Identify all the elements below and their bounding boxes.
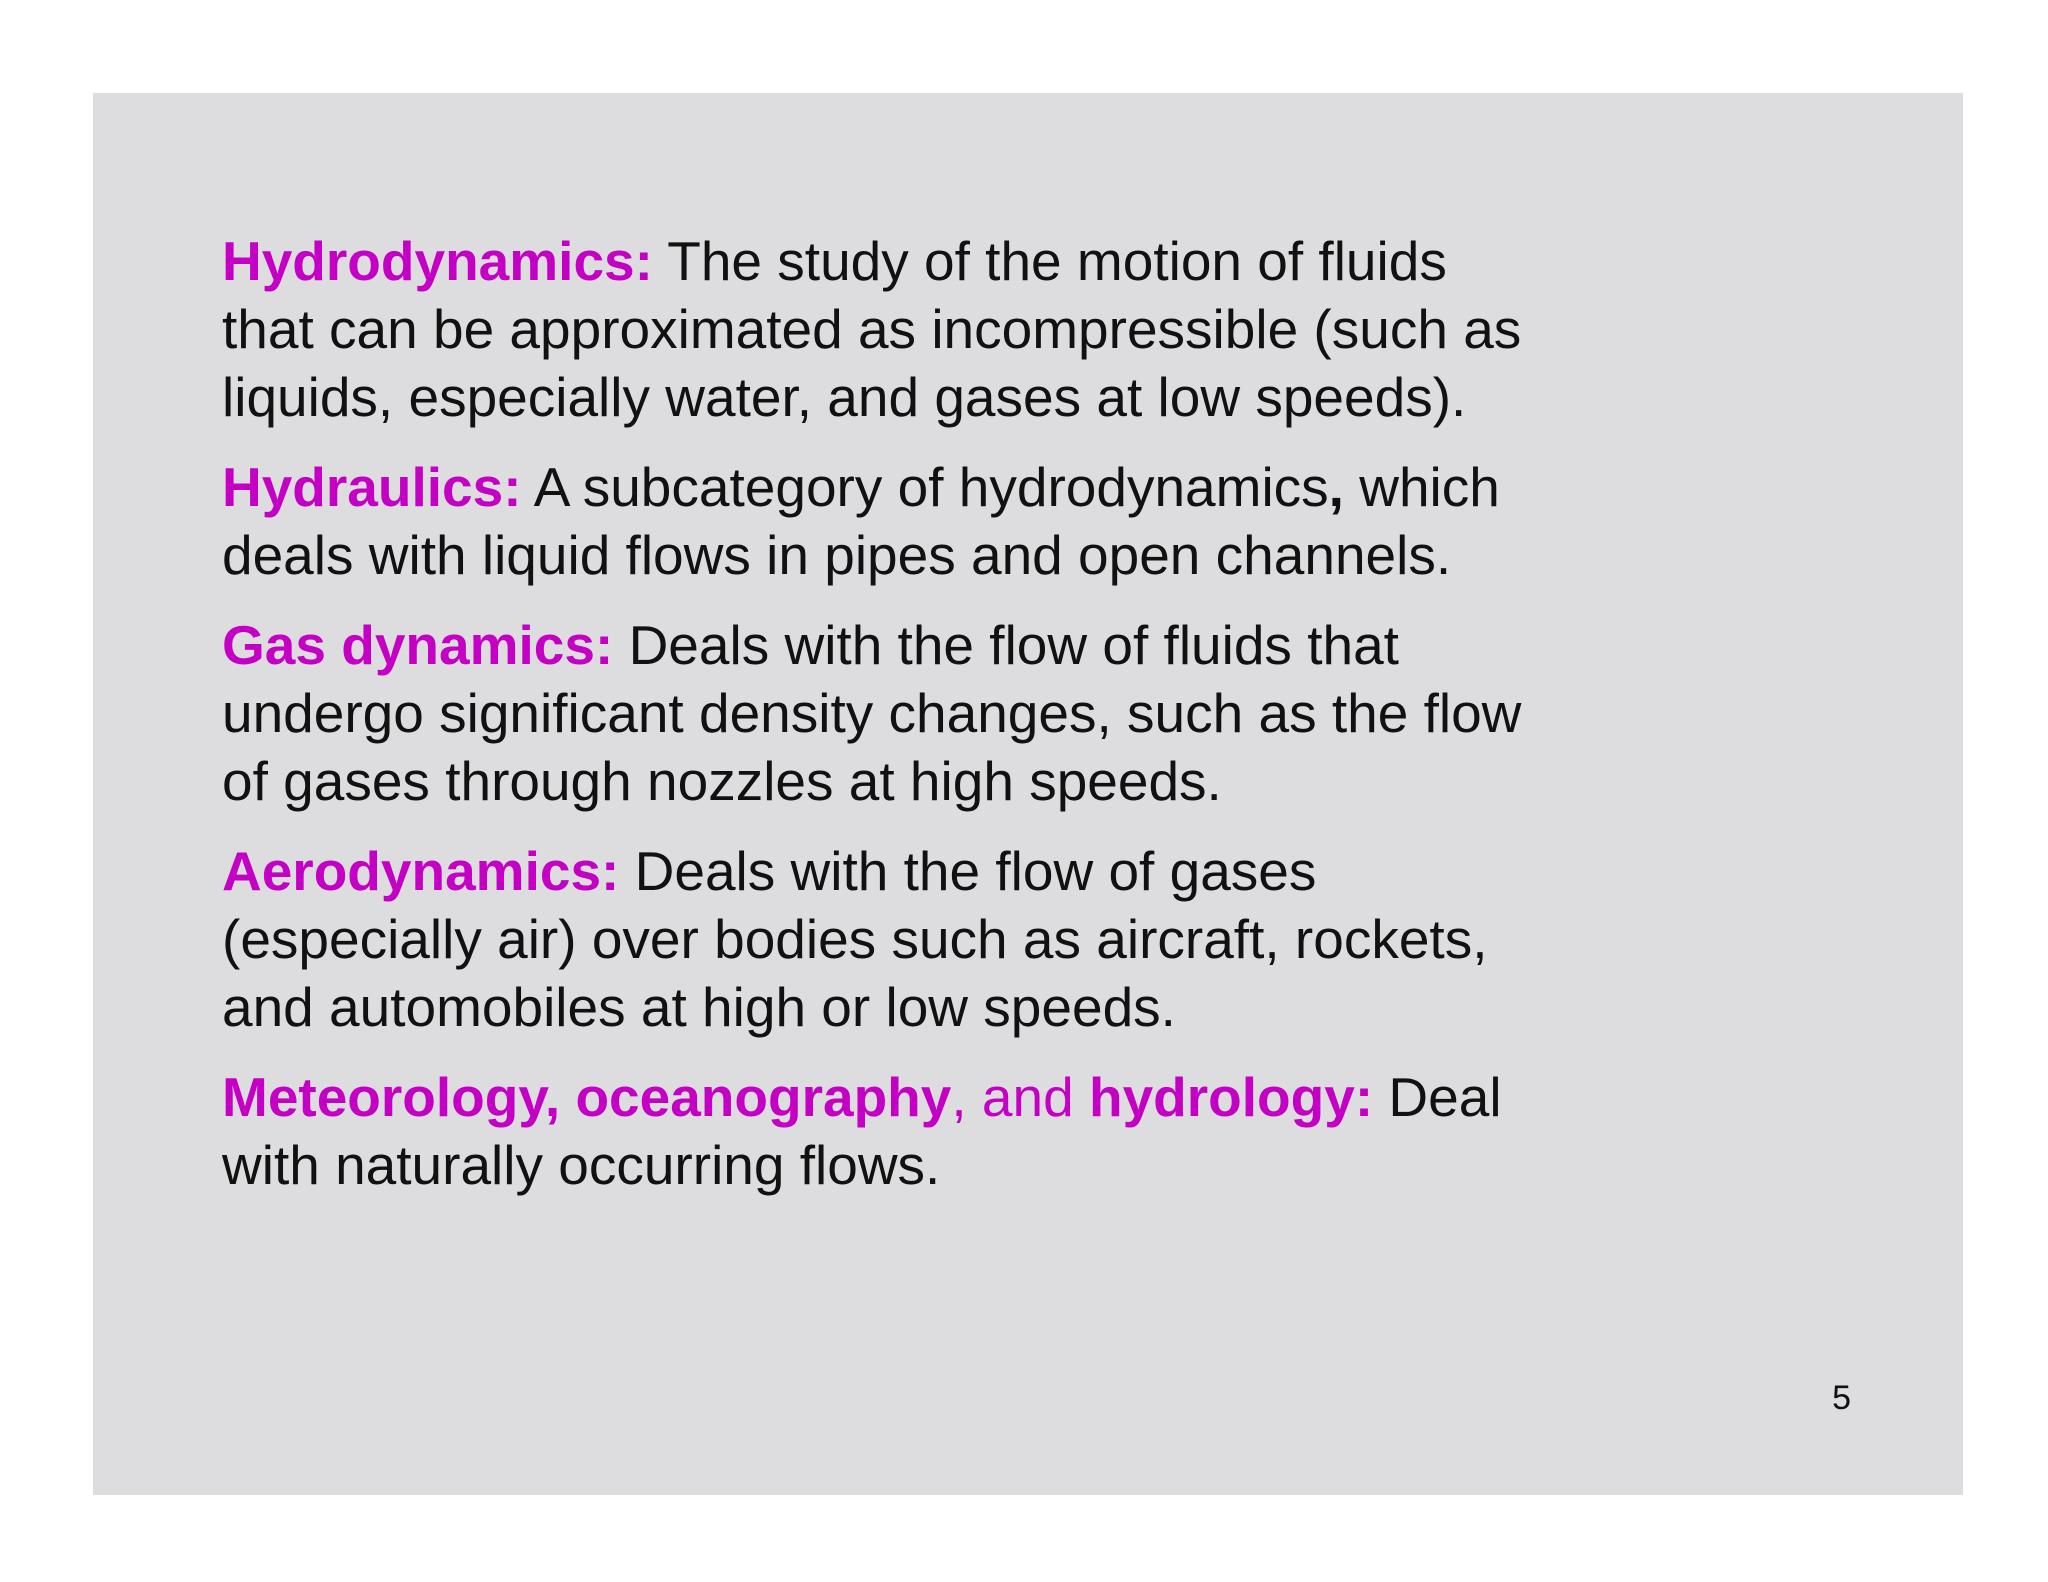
paragraph-line: deals with liquid flows in pipes and open channels. — [222, 524, 1452, 586]
paragraph-gas-dynamics — [222, 611, 1722, 815]
comma: , — [1328, 456, 1344, 518]
paragraph-line: with naturally occurring flows. — [222, 1134, 941, 1196]
paragraph-line: liquids, especially water, and gases at low speeds). — [222, 366, 1467, 428]
definition-text: The study of the motion of fluids — [652, 230, 1447, 292]
paragraph-line: (especially air) over bodies such as aircraft, rockets, — [222, 908, 1488, 970]
term-hydrology: hydrology: — [1088, 1066, 1374, 1128]
paragraph-line: undergo significant density changes, such as the flow — [222, 682, 1522, 744]
page-number: 5 — [1832, 1379, 1851, 1417]
slide — [93, 93, 1963, 1495]
connector-text: , and — [951, 1066, 1089, 1128]
definition-text: Deals with the flow of gases — [619, 840, 1317, 902]
term-hydrodynamics: Hydrodynamics: — [222, 230, 653, 292]
definition-text: Deal — [1373, 1066, 1502, 1128]
paragraph-natural-flows — [222, 1063, 1722, 1199]
paragraph-line — [222, 1063, 1722, 1131]
paragraph-line — [222, 837, 1722, 905]
paragraph-aerodynamics — [222, 837, 1722, 1041]
paragraph-line — [222, 227, 1722, 295]
paragraph-line — [222, 611, 1722, 679]
paragraph-hydraulics — [222, 453, 1722, 589]
paragraph-hydrodynamics — [222, 227, 1722, 431]
definition-text: which — [1343, 456, 1500, 518]
term-meteorology-oceanography: Meteorology, oceanography — [222, 1066, 952, 1128]
term-aerodynamics: Aerodynamics: — [222, 840, 620, 902]
definition-text: A subcategory of hydrodynamics — [521, 456, 1329, 518]
term-hydraulics: Hydraulics: — [222, 456, 522, 518]
paragraph-line: that can be approximated as incompressible (such as — [222, 298, 1522, 360]
definition-text: Deals with the flow of fluids that — [613, 614, 1399, 676]
paragraph-line: of gases through nozzles at high speeds. — [222, 750, 1222, 812]
paragraph-line: and automobiles at high or low speeds. — [222, 976, 1176, 1038]
term-gas-dynamics: Gas dynamics: — [222, 614, 614, 676]
paragraph-line — [222, 453, 1722, 521]
slide-content — [222, 227, 1722, 1221]
